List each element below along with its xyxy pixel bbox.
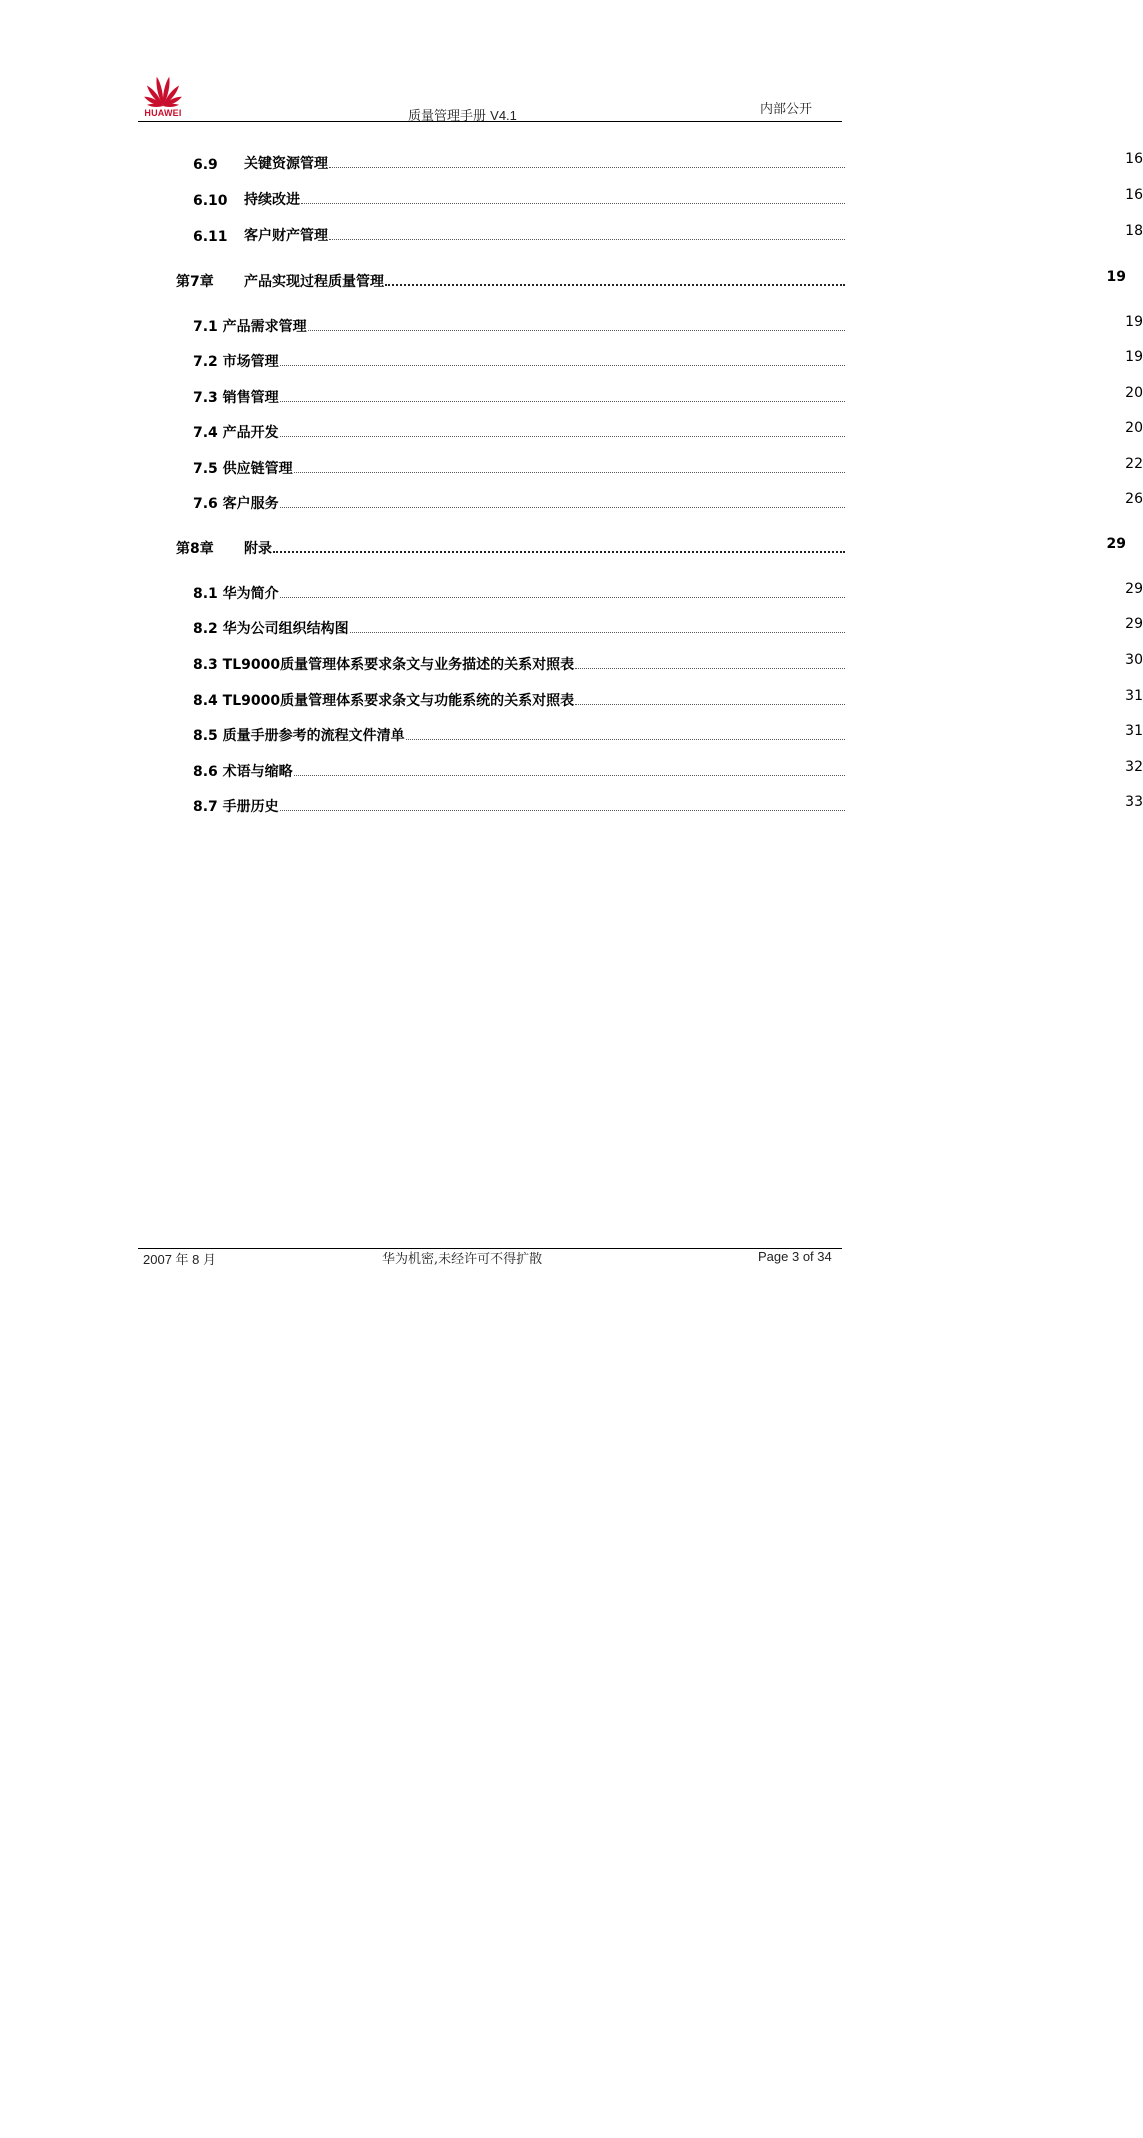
toc-entry-page: 30	[1125, 652, 1143, 668]
toc-entry-page: 19	[1106, 269, 1126, 285]
toc-entry[interactable]	[193, 652, 1143, 674]
toc-entry[interactable]	[193, 223, 1143, 245]
toc-entry[interactable]	[193, 187, 1143, 209]
footer-confidentiality: 华为机密,未经许可不得扩散	[382, 1252, 543, 1267]
toc-entry-page: 31	[1125, 723, 1143, 739]
toc-entry-title: 7.6 客户服务	[193, 496, 279, 512]
toc-entry-title: 7.5 供应链管理	[193, 461, 293, 477]
toc-entry[interactable]	[193, 794, 1143, 816]
toc-entry-title: 8.6 术语与缩略	[193, 764, 293, 780]
toc-entry-page: 29	[1125, 581, 1143, 597]
toc-chapter-entry[interactable]	[176, 269, 1126, 291]
toc-entry-title: 持续改进	[244, 192, 300, 208]
toc-entry-title: 8.2 华为公司组织结构图	[193, 621, 349, 637]
toc-entry-page: 18	[1125, 223, 1143, 239]
toc-entry[interactable]	[193, 581, 1143, 603]
logo-text: HUAWEI	[144, 108, 182, 118]
toc-entry-page: 16	[1125, 187, 1143, 203]
toc-entry-page: 19	[1125, 349, 1143, 365]
toc-entry[interactable]	[193, 491, 1143, 513]
toc-entry-number: 6.10	[193, 193, 228, 209]
toc-entry-page: 26	[1125, 491, 1143, 507]
document-version: V4.1	[490, 108, 517, 123]
toc-chapter-entry[interactable]	[176, 536, 1126, 558]
toc-entry-page: 19	[1125, 314, 1143, 330]
toc-entry-title: 7.3 销售管理	[193, 390, 279, 406]
toc-entry-page: 32	[1125, 759, 1143, 775]
toc-entry-number: 第8章	[176, 541, 214, 557]
toc-entry[interactable]	[193, 349, 1143, 371]
toc-entry[interactable]	[193, 616, 1143, 638]
toc-entry-number: 第7章	[176, 274, 214, 290]
toc-entry[interactable]	[193, 420, 1143, 442]
toc-entry-title: 8.5 质量手册参考的流程文件清单	[193, 728, 405, 744]
document-title-text: 质量管理手册	[408, 109, 487, 124]
toc-entry[interactable]	[193, 723, 1143, 745]
toc-entry-number: 6.11	[193, 229, 228, 245]
toc-entry-page: 33	[1125, 794, 1143, 810]
toc-entry-title: 关键资源管理	[244, 156, 328, 172]
toc-entry-title: 产品实现过程质量管理	[244, 274, 384, 290]
toc-entry-page: 20	[1125, 385, 1143, 401]
toc-entry[interactable]	[193, 151, 1143, 173]
classification-label: 内部公开	[760, 102, 813, 117]
toc-entry-page: 22	[1125, 456, 1143, 472]
toc-entry-page: 31	[1125, 688, 1143, 704]
toc-entry-number: 6.9	[193, 157, 218, 173]
toc-entry-title: 7.4 产品开发	[193, 425, 279, 441]
toc-entry-title: 8.7 手册历史	[193, 799, 279, 815]
toc-entry-title: 客户财产管理	[244, 228, 328, 244]
toc-entry[interactable]	[193, 314, 1143, 336]
toc-entry-title: 7.1 产品需求管理	[193, 319, 307, 335]
toc-entry-title: 7.2 市场管理	[193, 354, 279, 370]
toc-entry[interactable]	[193, 688, 1143, 710]
toc-entry-title: 8.3 TL9000质量管理体系要求条文与业务描述的关系对照表	[193, 657, 575, 673]
toc-entry-title: 附录	[244, 541, 272, 557]
toc-entry-page: 29	[1125, 616, 1143, 632]
toc-entry[interactable]	[193, 385, 1143, 407]
toc-entry-title: 8.1 华为简介	[193, 586, 279, 602]
footer-date: 2007 年 8 月	[143, 1252, 216, 1267]
footer-page-number: Page 3 of 34	[758, 1249, 832, 1264]
toc-entry[interactable]	[193, 759, 1143, 781]
toc-entry[interactable]	[193, 456, 1143, 478]
toc-entry-page: 29	[1106, 536, 1126, 552]
toc-entry-title: 8.4 TL9000质量管理体系要求条文与功能系统的关系对照表	[193, 693, 575, 709]
toc-entry-page: 20	[1125, 420, 1143, 436]
toc-entry-page: 16	[1125, 151, 1143, 167]
